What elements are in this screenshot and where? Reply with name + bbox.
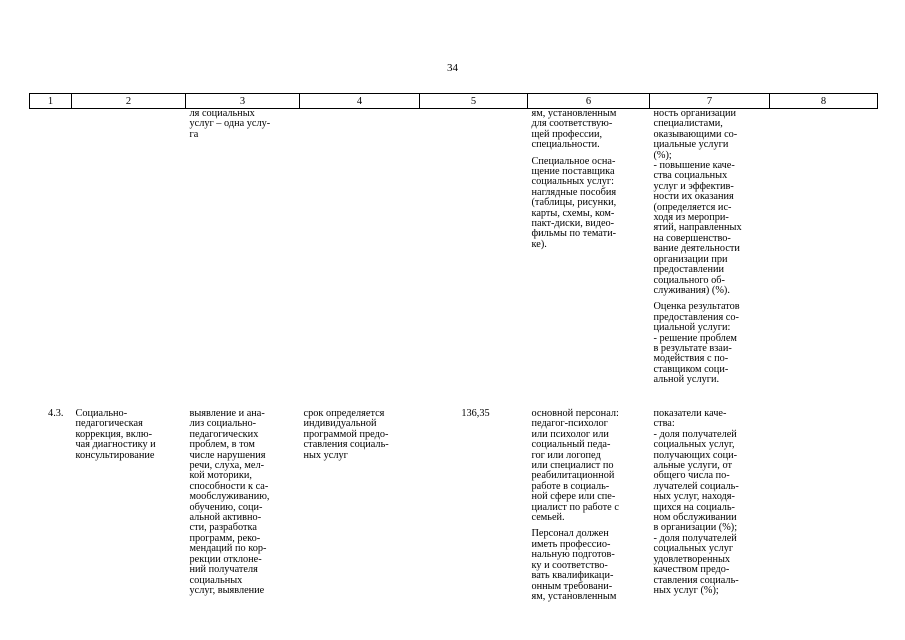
cell-text: выявление и ана- лиз социально- педагогических проблем, в том числе нарушения речи, слуха, мел- кой моторики, способности к са- мообслуживанию, обучению, соци- альной активно- сти, разработка программ, реко- мендаций по кор- рекции отклоне- ний получателя социальных услуг, выявление — [189, 408, 270, 596]
cell-text: Специальное осна- щение поставщика социальных услуг: наглядные пособия (таблицы, рисунки, карты, схемы, ком- пакт-диски, видео- фильмы по темати- ке). — [531, 155, 617, 250]
cell-conditions — [528, 409, 650, 635]
cell-text: Социально- педагогическая коррекция, вклю- чая диагностику и консультирование — [75, 408, 156, 461]
cell-text: основной персонал: педагог-психолог или психолог или социальный педа- гог или логопед или специалист по реабилитационной работе в социаль- ной сфере или спе- циалист по работе с семьей. — [531, 408, 619, 524]
services-table — [29, 93, 878, 635]
cell-indicators — [650, 109, 770, 410]
cell-text: ля социальных услуг – одна услу- га — [189, 108, 271, 140]
cell-service-content — [186, 109, 300, 410]
column-header: 8 — [770, 94, 878, 109]
cell-text: Персонал должен иметь профессио- нальную подготов- ку и соответство- вать квалификаци- онным требовани- ям, установленным — [531, 528, 617, 602]
cell-text: Оценка результатов предоставления со- циальной услуги: - решение проблем в результате взаи- модействия с по- ставщиком соци- альной услуги. — [653, 301, 740, 386]
cell-tariff — [420, 409, 528, 635]
column-header: 7 — [650, 94, 770, 109]
column-header: 2 — [72, 94, 186, 109]
cell-text: срок определяется индивидуальной программой предо- ставления социаль- ных услуг — [303, 408, 389, 461]
cell-service-term — [300, 409, 420, 635]
table-row-4-3 — [30, 409, 878, 635]
column-header: 6 — [528, 94, 650, 109]
cell-text: ям, установленным для соответствую- щей профессии, специальности. — [531, 108, 617, 151]
cell-text: ность организации специалистами, оказывающими со- циальные услуги (%); - повышение каче- ства социальных услуг и эффектив- ности их оказания (определяется ис- ходя из меропри- ятий, направленных на совершенство- вание деятельности организации при предоставлении социального об- служивания) (%). — [653, 108, 742, 296]
cell — [300, 109, 420, 410]
cell — [770, 109, 878, 410]
cell — [72, 109, 186, 410]
cell — [30, 109, 72, 410]
cell-indicators — [650, 409, 770, 635]
table-row-continuation — [30, 109, 878, 410]
cell-text: показатели каче- ства: - доля получателей социальных услуг, получающих соци- альные услуги, от общего числа по- лучателей социаль- ных услуг, находя- щихся на социаль- ном обслуживании в организации (%); - доля получателей социальных услуг удовлетворенных качеством предо- ставления социаль- ных услуг (%); — [653, 408, 739, 596]
column-header: 4 — [300, 94, 420, 109]
column-header: 5 — [420, 94, 528, 109]
cell-service-name — [72, 409, 186, 635]
cell-conditions — [528, 109, 650, 410]
cell — [420, 109, 528, 410]
cell-text: 136,35 — [461, 408, 490, 419]
column-header: 3 — [186, 94, 300, 109]
page-number: 34 — [447, 62, 458, 74]
cell-service-content — [186, 409, 300, 635]
cell-number: 4.3. — [48, 408, 64, 419]
header-row — [30, 94, 878, 109]
column-header: 1 — [30, 94, 72, 109]
cell — [770, 409, 878, 635]
